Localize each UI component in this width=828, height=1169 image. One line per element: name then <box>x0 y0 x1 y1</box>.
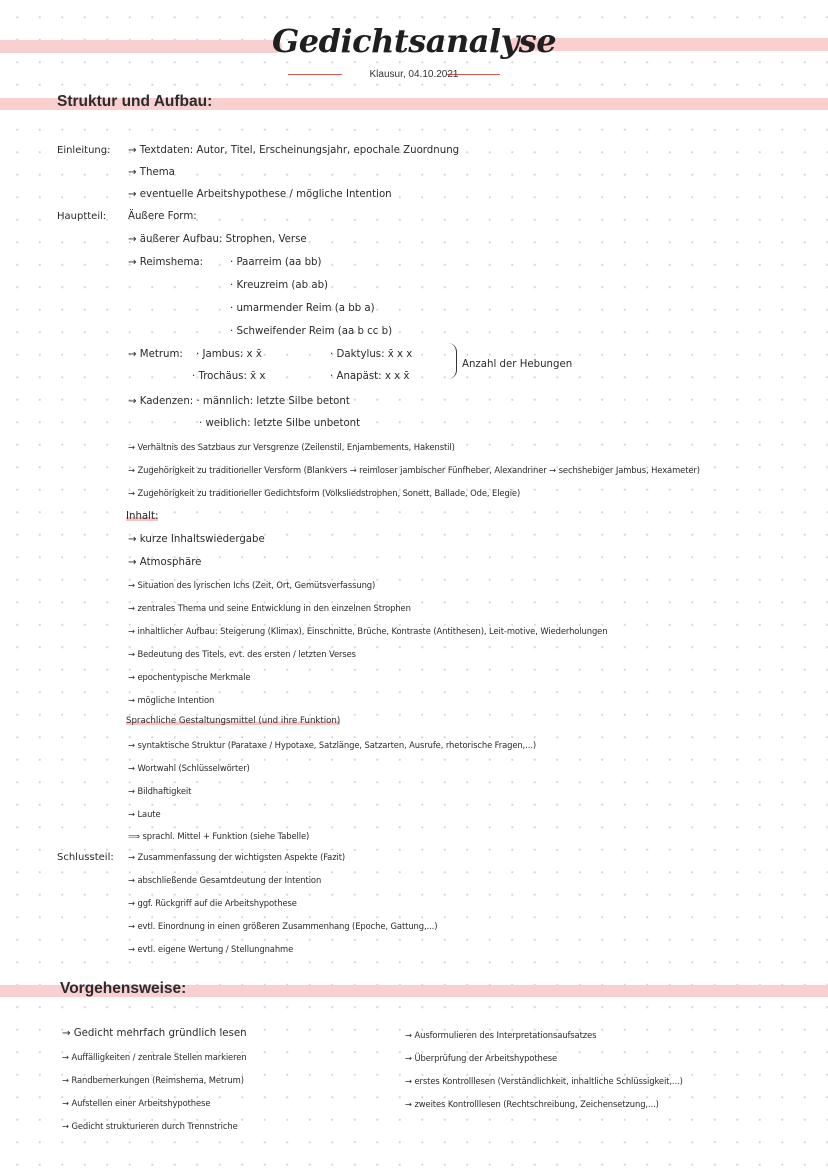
inhalt-item: → mögliche Intention <box>128 695 215 705</box>
inhalt-item: → inhaltlicher Aufbau: Steigerung (Klimax), Einschnitte, Brüche, Kontraste (Antithesen), Leit-motive, Wiederholungen <box>128 626 608 636</box>
metrum-trochaeus: · Trochäus: x̄ x <box>192 371 266 382</box>
vorgehen-left-item: → Gedicht strukturieren durch Trennstriche <box>62 1121 238 1131</box>
vorgehen-left-item: → Aufstellen einer Arbeitshypothese <box>62 1098 211 1108</box>
vorgehen-right-item: → Ausformulieren des Interpretationsaufsatzes <box>405 1030 597 1040</box>
label-einleitung: Einleitung: <box>57 145 111 156</box>
inhalt-item: → kurze Inhaltswiedergabe <box>128 534 265 545</box>
page-title: Gedichtsanalyse <box>271 22 557 60</box>
reim-item: · Kreuzreim (ab ab) <box>230 280 329 291</box>
sprach-item: → Wortwahl (Schlüsselwörter) <box>128 763 250 773</box>
vorgehen-left-item: → Gedicht mehrfach gründlich lesen <box>62 1028 247 1039</box>
inhalt-item: → Bedeutung des Titels, evt. des ersten / letzten Verses <box>128 649 356 659</box>
form-item: → Zugehörigkeit zu traditioneller Gedichtsform (Volksliedstrophen, Sonett, Ballade, Ode, Elegie) <box>128 488 521 498</box>
vorgehen-left-item: → Randbemerkungen (Reimshema, Metrum) <box>62 1075 244 1085</box>
einleitung-item: → eventuelle Arbeitshypothese / mögliche Intention <box>128 189 392 200</box>
inhalt-item: → Atmosphäre <box>128 557 202 568</box>
reim-item: · Paarreim (aa bb) <box>230 257 322 268</box>
reim-item: · Schweifender Reim (aa b cc b) <box>230 326 393 337</box>
section-title-vorgehen: Vorgehensweise: <box>60 980 187 997</box>
sprach-item: ⟹ sprachl. Mittel + Funktion (siehe Tabelle) <box>128 831 310 841</box>
metrum-anapaest: · Anapäst: x x x̄ <box>330 371 410 382</box>
label-schlussteil: Schlussteil: <box>57 852 114 863</box>
reim-item: · umarmender Reim (a bb a) <box>230 303 375 314</box>
schluss-item: → Zusammenfassung der wichtigsten Aspekte (Fazit) <box>128 852 346 862</box>
inhalt-item: → zentrales Thema und seine Entwicklung in den einzelnen Strophen <box>128 603 411 613</box>
sprach-item: → syntaktische Struktur (Parataxe / Hypotaxe, Satzlänge, Satzarten, Ausrufe, rhetorische Fragen,...) <box>128 740 537 750</box>
vorgehen-right-item: → zweites Kontrolllesen (Rechtschreibung, Zeichensetzung,...) <box>405 1099 659 1109</box>
sprach-item: → Laute <box>128 809 161 819</box>
form-item: → Verhältnis des Satzbaus zur Versgrenze (Zeilenstil, Enjambements, Hakenstil) <box>128 442 455 452</box>
metrum-jambus: · Jambus: x x̄ <box>196 349 262 360</box>
form-item: → Zugehörigkeit zu traditioneller Versform (Blankvers → reimloser jambischer Fünfheber, Alexandriner → sechshebiger Jambus, Hexameter) <box>128 465 700 475</box>
label-hauptteil: Hauptteil: <box>57 211 107 222</box>
reimschema-label: → Reimshema: <box>128 257 204 268</box>
kadenz-line: → Kadenzen: · männlich: letzte Silbe betont <box>128 396 350 407</box>
sprach-item: → Bildhaftigkeit <box>128 786 192 796</box>
einleitung-item: → Thema <box>128 167 175 178</box>
inhalt-item: → epochentypische Merkmale <box>128 672 251 682</box>
brace-icon <box>448 343 457 379</box>
metrum-daktylus: · Daktylus: x̄ x x <box>330 349 413 360</box>
sprachliche-mittel-heading: Sprachliche Gestaltungsmittel (und ihre Funktion) <box>126 716 341 726</box>
aeussere-form-heading: Äußere Form: <box>128 211 197 222</box>
einleitung-item: → Textdaten: Autor, Titel, Erscheinungsjahr, epochale Zuordnung <box>128 145 460 156</box>
page-subtitle: Klausur, 04.10.2021 <box>369 69 459 80</box>
vorgehen-right-item: → erstes Kontrolllesen (Verständlichkeit, inhaltliche Schlüssigkeit,...) <box>405 1076 683 1086</box>
inhalt-heading: Inhalt: <box>126 511 159 522</box>
schluss-item: → ggf. Rückgriff auf die Arbeitshypothese <box>128 898 297 908</box>
aufbau-line: → äußerer Aufbau: Strophen, Verse <box>128 234 307 245</box>
metrum-note: Anzahl der Hebungen <box>462 359 573 370</box>
section-title-struktur: Struktur und Aufbau: <box>57 93 213 110</box>
vorgehen-right-item: → Überprüfung der Arbeitshypothese <box>405 1053 558 1063</box>
schluss-item: → abschließende Gesamtdeutung der Intention <box>128 875 322 885</box>
schluss-item: → evtl. eigene Wertung / Stellungnahme <box>128 944 294 954</box>
vorgehen-left-item: → Auffälligkeiten / zentrale Stellen markieren <box>62 1052 247 1062</box>
schluss-item: → evtl. Einordnung in einen größeren Zusammenhang (Epoche, Gattung,...) <box>128 921 438 931</box>
inhalt-item: → Situation des lyrischen Ichs (Zeit, Ort, Gemütsverfassung) <box>128 580 376 590</box>
kadenz-line: · weiblich: letzte Silbe unbetont <box>199 418 361 429</box>
metrum-label: → Metrum: <box>128 349 183 360</box>
